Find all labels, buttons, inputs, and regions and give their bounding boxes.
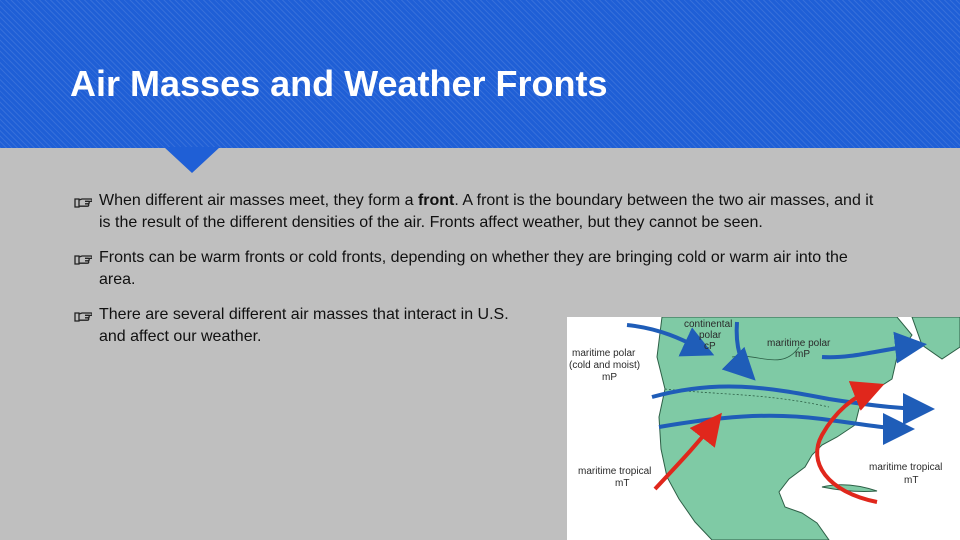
pointing-hand-icon (74, 192, 92, 210)
label-polar: polar (699, 330, 722, 341)
label-maritime-polar-right: maritime polar (767, 338, 831, 349)
bullet-text-3: There are several different air masses that interact in U.S. and affect our weather. (99, 306, 509, 345)
label-maritime-tropical-left: maritime tropical (578, 466, 652, 477)
label-mP-right: mP (795, 349, 810, 360)
label-cP: cP (704, 341, 716, 352)
pointing-hand-icon (74, 306, 92, 324)
pointing-hand-icon (74, 249, 92, 267)
north-america-map (567, 317, 960, 540)
label-maritime-polar-left: maritime polar (572, 348, 636, 359)
bullet-text-2: Fronts can be warm fronts or cold fronts, depending on whether they are bringing cold or warm air into the area. (99, 249, 848, 288)
bullet-item (74, 247, 874, 291)
label-mT-left: mT (615, 478, 630, 489)
label-cold-moist: (cold and moist) (569, 360, 641, 371)
label-continental: continental (684, 319, 733, 330)
banner-pointer (164, 147, 220, 173)
bullet-text-1b: . A front is the boundary between the two air masses, and it is the result of the different densities of the air. Fronts affect weather, but they cannot be seen. (99, 192, 874, 231)
label-mP-left: mP (602, 372, 617, 383)
cuba-shape (822, 485, 877, 492)
bullet-item (74, 304, 529, 348)
label-maritime-tropical-right: maritime tropical (869, 462, 943, 473)
slide-title: Air Masses and Weather Fronts (70, 63, 608, 104)
air-mass-map (567, 317, 960, 540)
bullet-text-1a: When different air masses meet, they form a (99, 192, 418, 209)
bullet-item (74, 190, 874, 234)
label-mT-right: mT (904, 475, 919, 486)
bullet-bold-front: front (417, 192, 455, 209)
greenland-shape (912, 317, 960, 359)
